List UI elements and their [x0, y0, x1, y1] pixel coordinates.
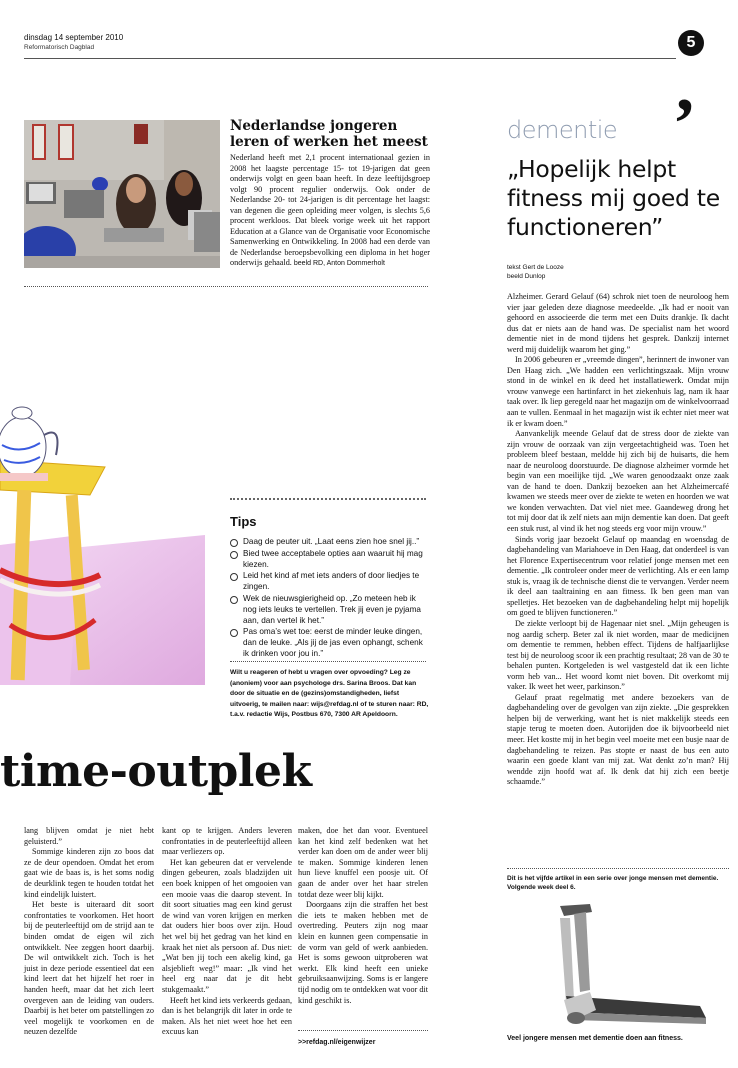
- bullet-circle-icon: [230, 551, 238, 559]
- article-column-3: maken, doe het dan voor. Eventueel kan het kind zelf bedenken wat het verder kan doen om de ander weer blij te maken. Sommige kinderen lenen hun lieve knuffel een poosje uit. Of gaan de ander over het haar strelen totdat deze weer blij kijkt. Doorgaans zijn die straffen het best die iets te maken hebben met de overtreding. Peuters zijn nog maar klein en kunnen geen compensatie in de vorm van geld of werk aanbieden. Het is soms gewoon uitproberen wat werkt. Elk kind heeft een unieke gebruiksaanwijzing. Soms is er langere tijd nodig om te ontdekken wat voor dit kind geschikt is.: [298, 826, 428, 1005]
- news-text: Nederland heeft met 2,1 procent internationaal gezien in 2008 het laagste percentage 15- tot 19-jarigen dat geen onderwijs volgt en geen baan heeft. In deze leeftijdsgroep volgt 90 procent regulier onderwijs. Ook onder de Nederlandse 20- tot 24-jarigen is dit percentage het laagst: van degenen die geen opleiding meer volgen, is slechts 5,6 procent werkloos. Dat bleek vorige week uit het rapport Education at a Glance van de Organisatie voor Economische Samenwerking en Ontwikkeling. In 2008 had een derde van de Nederlandse beroepsbevolking een diploma in het hoger onderwijs gehaald.: [230, 153, 430, 267]
- bullet-circle-icon: [230, 596, 238, 604]
- refdag-link[interactable]: >>refdag.nl/eigenwijzer: [298, 1039, 376, 1046]
- issue-date: dinsdag 14 september 2010: [24, 33, 124, 42]
- dementia-headline: „Hopelijk helpt fitness mij goed te functioneren”: [507, 155, 720, 241]
- reader-questions-note: Wilt u reageren of hebt u vragen over opvoeding? Leg ze (anoniem) voor aan psychologe drs. Sarina Broos. Dat kan door de situatie en de (gezins)omstandigheden, liefst uitvoerig, te mailen naar: wijs@refdag.nl of te sturen naar: RD, t.a.v. redactie Wijs, Postbus 670, 7300 AR Apeldoorn.: [230, 669, 429, 718]
- tip-item: Pas oma’s wet toe: eerst de minder leuke dingen, dan de leuke. „Als jij de jas even ophangt, schenk ik drinken voor jou in.”: [230, 627, 428, 659]
- news-photo-credit: beeld RD, Anton Dommerholt: [293, 260, 385, 267]
- tips-top-rule: [230, 498, 426, 500]
- header-rule: [24, 58, 676, 59]
- page-number: 5: [678, 30, 704, 56]
- tip-item: Bied twee acceptabele opties aan waaruit hij mag kiezen.: [230, 549, 428, 571]
- news-body: [230, 153, 430, 270]
- tips-title: Tips: [230, 514, 257, 529]
- tips-bottom-rule: [230, 661, 426, 662]
- tip-item: Leid het kind af met iets anders of door liedjes te zingen.: [230, 571, 428, 593]
- bullet-circle-icon: [230, 573, 238, 581]
- dementia-body: Alzheimer. Gerard Gelauf (64) schrok niet toen de neuroloog hem vier jaar geleden deze diagnose meedeelde. „Ik had er nooit van gehoord en associeerde die term met een Duits drankje. Ik dacht dus dat er niets aan de hand was. De specialist nam het woord dementie niet in de mond tijdens het gesprek. Dankzij internet werd mij duidelijk waarom het ging.” In 2006 gebeuren er „vreemde dingen”, herinnert de inwoner van Den Haag zich. „We hadden een verlichtingszaak. Mijn vrouw stond in de winkel en ik deed het installatiewerk. Omdat mijn vrouw vanwege een hartinfarct in het ziekenhuis lag, nam ik haar taak over. Ik liep geregeld naar het magazijn om de winkelvoorraad aan te vullen. Eenmaal in het magazijn wist ik echter niet meer wat ik er kwam doen.” Aanvankelijk meende Gelauf dat de stress door de ziekte van zijn vrouw de oorzaak van zijn vergeetachtigheid was. Toen het probleem bleef bestaan, meldde hij zich bij de huisarts, die hem naar de neuroloog doorstuurde. De diagnose alzheimer vormde het begin van een moeilijke tijd. „We waren genoodzaakt onze zaak van de hand te doen. Dankzij bezoeken aan het Alzheimercafé kwamen we steeds meer over de ziekte te weten en hoorden we wat we konden verwachten. Dat viel niet mee. Gaandeweg drong het tot mij door dat ik zelf niets aan mijn dementie kan doen. Dat geeft een stuk rust, al vind ik het nog steeds erg voor mijn vrouw.” Sinds vorig jaar bezoekt Gelauf op maandag en woensdag de dagbehandeling van Mariahoeve in Den Haag, dat onderdeel is van het Florence Expertisecentrum voor relatief jonge mensen met een dementie. „Ik controleer onder meer de verlichting. Als er een lamp stuk is, vraag ik de technische dienst die te vervangen. Verder neem ik deel aan taaltraining en aan fitness. Ik ben geen man van spelletjes. Het bezoeken van de dagbehandeling helpt mij hopelijk om goed te blijven functioneren.” De ziekte verloopt bij de Hagenaar niet snel. „Mijn geheugen is nog aardig scherp. Beter zal ik niet worden, maar de medicijnen om dementie te remmen, hebben effect. Tijdens de halfjaarlijkse test bij de neuroloog scoor ik een prachtig resultaat; 28 van de 30 te behalen punten. Kortgeleden is wel vastgesteld dat ik een lichte vorm heb van... Het woord komt niet boven. Dit overkomt mij vaker. Ik weet het weer, parkinson.” Gelauf praat regelmatig met andere bezoekers van de dagbehandeling over de gevolgen van zijn ziekte. „Die gesprekken helpen bij de verwerking, want het is niet makkelijk steeds een stapje terug te moeten doen. Autorijden doe ik bijvoorbeeld niet meer. Het kostte mij in het begin veel moeite met een busje naar de dagbehandeling te reizen. Pas stopte er naast de bus een auto waarin een goede klant van mij zat. Wat denkt zo’n man? Hij wendde zijn hoofd wat af. Ik denk dat hij zich een beetje schaamde.”: [507, 292, 729, 787]
- newspaper-name: Reformatorisch Dagblad: [24, 44, 95, 51]
- tea-table-illustration: [0, 385, 205, 685]
- section-divider: [24, 286, 428, 287]
- section-kicker: dementie: [507, 116, 618, 144]
- tips-list: [230, 537, 428, 661]
- article-column-1: lang blijven omdat je niet hebt geluisterd.” Sommige kinderen zijn zo boos dat ze de deur opendoen. Omdat het erom gaat wie de baas is, is het soms nodig de deurklink tegen te houden totdat het kind eindelijk luistert. Het beste is uiteraard dit soort confrontaties te voorkomen. Het hoort bij de peuterleeftijd om de strijd aan te binden omdat de eigen wil zich ontwikkelt. Nee zeggen hoort daarbij. De wil ontwikkelt zich. Toch is het juist in deze periode essentieel dat een kind leert dat het hijzelf het roer in handen heeft, maar dat het zich leert overgeven aan de leiding van ouders. Daarbij is het beter om patstellingen zo veel mogelijk te voorkomen en de neuzen dezelfde: [24, 826, 154, 1037]
- article-headline: time-outplek: [0, 746, 312, 797]
- treadmill-photo: [530, 900, 710, 1035]
- tip-item: Wek de nieuwsgierigheid op. „Zo meteen heb ik nog iets leuks te vertellen. Trek jij even je pyjama aan, dan vertel ik het.”: [230, 594, 428, 626]
- author-credit: tekst Gert de Looze beeld Dunlop: [507, 264, 564, 280]
- series-rule: [507, 868, 729, 869]
- photo-caption: Veel jongere mensen met dementie doen aan fitness.: [507, 1035, 683, 1042]
- bullet-circle-icon: [230, 539, 238, 547]
- comma-logo: ,: [676, 46, 694, 126]
- news-headline: Nederlandse jongeren leren of werken het meest: [230, 118, 428, 150]
- series-note: Dit is het vijfde artikel in een serie over jonge mensen met dementie. Volgende week deel 6.: [507, 875, 719, 891]
- link-rule: [298, 1030, 428, 1031]
- article-column-2: kant op te krijgen. Anders leveren confrontaties in de peuterleeftijd alleen maar verliezers op. Het kan gebeuren dat er vervelende dingen gebeuren, zoals bladzijden uit een boek knippen of het omgooien van een mooie vaas die daarop stevent. In dit soort situaties mag een kind gerust de wind van voren krijgen en merken dat ouders hier boos over zijn. Houd het wel bij het gedrag van het kind en kraak het niet als persoon af. Dus niet: „Wat ben jij toch een akelig kind, ga alsjeblieft weg!” maar: „Ik vind het heel erg naar dat je dit hebt stukgemaakt.” Heeft het kind iets verkeerds gedaan, dan is het belangrijk dit later in orde te maken. Als het niet weet hoe het een excuus kan: [162, 826, 292, 1037]
- students-photo: [24, 120, 220, 268]
- bullet-circle-icon: [230, 629, 238, 637]
- tip-item: Daag de peuter uit. „Laat eens zien hoe snel jij..”: [230, 537, 428, 548]
